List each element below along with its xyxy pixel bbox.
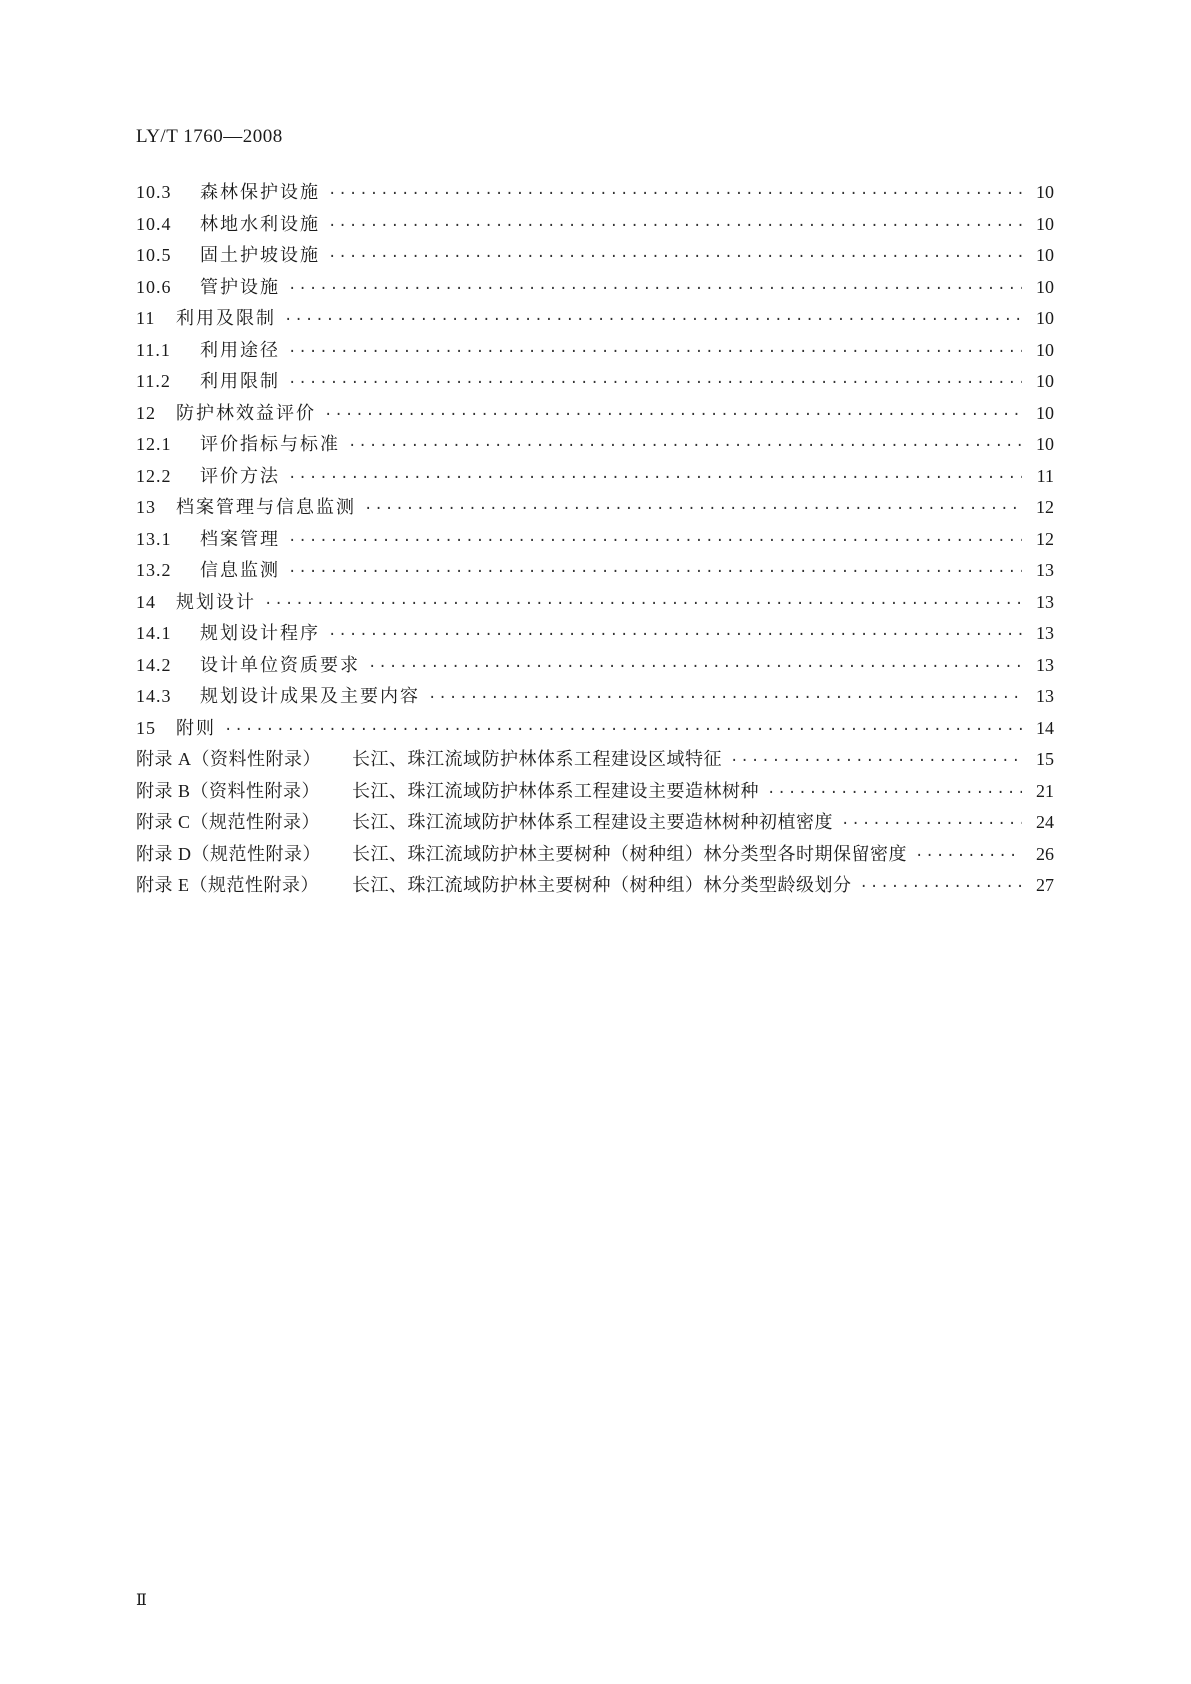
toc-dot-leader	[284, 312, 1022, 328]
toc-entry-13-2[interactable]	[136, 556, 1054, 588]
toc-entry-annex-b[interactable]	[136, 777, 1054, 809]
toc-entry-title: 信息监测	[200, 560, 280, 581]
toc-entry-title: 设计单位资质要求	[200, 654, 360, 676]
toc-annex-label: 附录 D（规范性附录）	[136, 843, 321, 864]
toc-entry-number: 13.1	[136, 528, 172, 549]
toc-entry-number: 11	[136, 308, 156, 328]
toc-entry-page: 12	[1036, 497, 1054, 517]
toc-annex-label: 附录 E（规范性附录）	[136, 875, 319, 895]
toc-entry-page: 13	[1036, 623, 1054, 643]
toc-entry-page: 10	[1036, 245, 1054, 265]
toc-entry-number: 13.2	[136, 560, 172, 580]
toc-entry-title: 利用途径	[200, 339, 280, 361]
toc-entry-number: 14.1	[136, 623, 172, 643]
toc-entry-number: 12	[136, 402, 156, 423]
toc-entry-page: 27	[1036, 875, 1054, 895]
table-of-contents	[136, 178, 1054, 903]
toc-entry-13[interactable]	[136, 493, 1054, 525]
toc-entry-title: 规划设计成果及主要内容	[200, 686, 420, 707]
toc-entry-title: 档案管理	[200, 528, 280, 550]
toc-dot-leader	[348, 438, 1022, 454]
toc-dot-leader	[841, 816, 1022, 832]
toc-entry-page: 10	[1036, 276, 1054, 297]
toc-dot-leader	[288, 470, 1022, 486]
toc-dot-leader	[328, 186, 1022, 202]
toc-entry-page: 13	[1036, 560, 1054, 580]
toc-entry-11-1[interactable]	[136, 336, 1054, 368]
toc-entry-number: 12.1	[136, 434, 172, 454]
toc-annex-label: 附录 B（资料性附录）	[136, 780, 321, 801]
toc-dot-leader	[328, 218, 1022, 234]
toc-entry-title: 长江、珠江流域防护林主要树种（树种组）林分类型各时期保留密度	[352, 843, 907, 865]
toc-dot-leader	[288, 375, 1022, 391]
toc-entry-page: 10	[1036, 402, 1054, 423]
toc-dot-leader	[328, 627, 1022, 643]
toc-entry-number: 14.2	[136, 654, 172, 675]
toc-dot-leader	[860, 879, 1023, 895]
toc-entry-15[interactable]	[136, 714, 1054, 746]
toc-entry-12-1[interactable]	[136, 430, 1054, 462]
toc-entry-title: 长江、珠江流域防护林体系工程建设主要造林树种	[352, 780, 759, 802]
toc-entry-10-3[interactable]	[136, 178, 1054, 210]
toc-entry-14[interactable]	[136, 588, 1054, 620]
toc-annex-label: 附录 C（规范性附录）	[136, 812, 321, 832]
toc-entry-number: 14	[136, 591, 156, 612]
toc-entry-10-4[interactable]	[136, 210, 1054, 242]
toc-entry-page: 15	[1036, 749, 1054, 769]
toc-entry-number: 11.1	[136, 339, 171, 360]
toc-dot-leader	[915, 848, 1022, 864]
toc-entry-title: 利用及限制	[176, 308, 276, 329]
toc-entry-12[interactable]	[136, 399, 1054, 431]
toc-entry-page: 10	[1036, 371, 1054, 391]
toc-dot-leader	[364, 501, 1022, 517]
toc-entry-number: 10.5	[136, 245, 172, 265]
toc-entry-title: 评价指标与标准	[200, 434, 340, 455]
page-number: Ⅱ	[136, 1592, 147, 1609]
toc-entry-11-2[interactable]	[136, 367, 1054, 399]
toc-entry-page: 10	[1036, 339, 1054, 360]
toc-dot-leader	[428, 690, 1022, 706]
toc-entry-title: 长江、珠江流域防护林体系工程建设主要造林树种初植密度	[352, 812, 833, 833]
toc-entry-12-2[interactable]	[136, 462, 1054, 494]
toc-entry-page: 24	[1036, 812, 1054, 832]
toc-entry-number: 15	[136, 717, 156, 738]
toc-entry-number: 11.2	[136, 371, 171, 391]
toc-entry-page: 14	[1036, 717, 1054, 738]
toc-entry-page: 13	[1036, 591, 1054, 612]
toc-entry-title: 林地水利设施	[200, 213, 320, 235]
toc-entry-11[interactable]	[136, 304, 1054, 336]
toc-entry-annex-e[interactable]	[136, 871, 1054, 903]
toc-entry-title: 森林保护设施	[200, 182, 320, 203]
toc-entry-title: 长江、珠江流域防护林体系工程建设区域特征	[352, 749, 722, 770]
toc-entry-page: 21	[1036, 780, 1054, 801]
toc-entry-number: 10.4	[136, 213, 172, 234]
toc-entry-page: 10	[1036, 213, 1054, 234]
toc-entry-page: 11	[1036, 465, 1054, 486]
toc-entry-14-2[interactable]	[136, 651, 1054, 683]
toc-entry-title: 档案管理与信息监测	[176, 497, 356, 518]
toc-entry-annex-c[interactable]	[136, 808, 1054, 840]
toc-dot-leader	[224, 722, 1022, 738]
toc-entry-number: 12.2	[136, 465, 172, 486]
toc-entry-number: 10.3	[136, 182, 172, 202]
toc-dot-leader	[767, 785, 1022, 801]
toc-dot-leader	[288, 344, 1022, 360]
toc-dot-leader	[368, 659, 1022, 675]
toc-dot-leader	[324, 407, 1022, 423]
toc-entry-title: 附则	[176, 717, 216, 739]
toc-entry-title: 管护设施	[200, 276, 280, 298]
toc-dot-leader	[328, 249, 1022, 265]
toc-entry-number: 10.6	[136, 276, 172, 297]
toc-entry-title: 规划设计程序	[200, 623, 320, 644]
toc-entry-title: 利用限制	[200, 371, 280, 392]
toc-entry-page: 10	[1036, 434, 1054, 454]
toc-entry-page: 10	[1036, 308, 1054, 328]
toc-entry-10-6[interactable]	[136, 273, 1054, 305]
toc-entry-number: 13	[136, 497, 156, 517]
toc-entry-number: 14.3	[136, 686, 172, 706]
toc-dot-leader	[264, 596, 1022, 612]
toc-entry-title: 防护林效益评价	[176, 402, 316, 424]
toc-entry-title: 规划设计	[176, 591, 256, 613]
toc-entry-title: 固土护坡设施	[200, 245, 320, 266]
toc-dot-leader	[288, 281, 1022, 297]
toc-entry-page: 10	[1036, 182, 1054, 202]
toc-entry-13-1[interactable]	[136, 525, 1054, 557]
standard-code: LY/T 1760—2008	[136, 126, 283, 147]
toc-entry-14-1[interactable]	[136, 619, 1054, 651]
toc-entry-10-5[interactable]	[136, 241, 1054, 273]
toc-dot-leader	[288, 564, 1022, 580]
toc-entry-page: 12	[1036, 528, 1054, 549]
toc-entry-title: 长江、珠江流域防护林主要树种（树种组）林分类型龄级划分	[352, 875, 852, 896]
toc-entry-14-3[interactable]	[136, 682, 1054, 714]
toc-dot-leader	[288, 533, 1022, 549]
toc-entry-title: 评价方法	[200, 465, 280, 487]
toc-entry-page: 26	[1036, 843, 1054, 864]
toc-entry-annex-d[interactable]	[136, 840, 1054, 872]
toc-annex-label: 附录 A（资料性附录）	[136, 749, 321, 769]
toc-entry-page: 13	[1036, 654, 1054, 675]
toc-entry-page: 13	[1036, 686, 1054, 706]
toc-entry-annex-a[interactable]	[136, 745, 1054, 777]
toc-dot-leader	[730, 753, 1022, 769]
